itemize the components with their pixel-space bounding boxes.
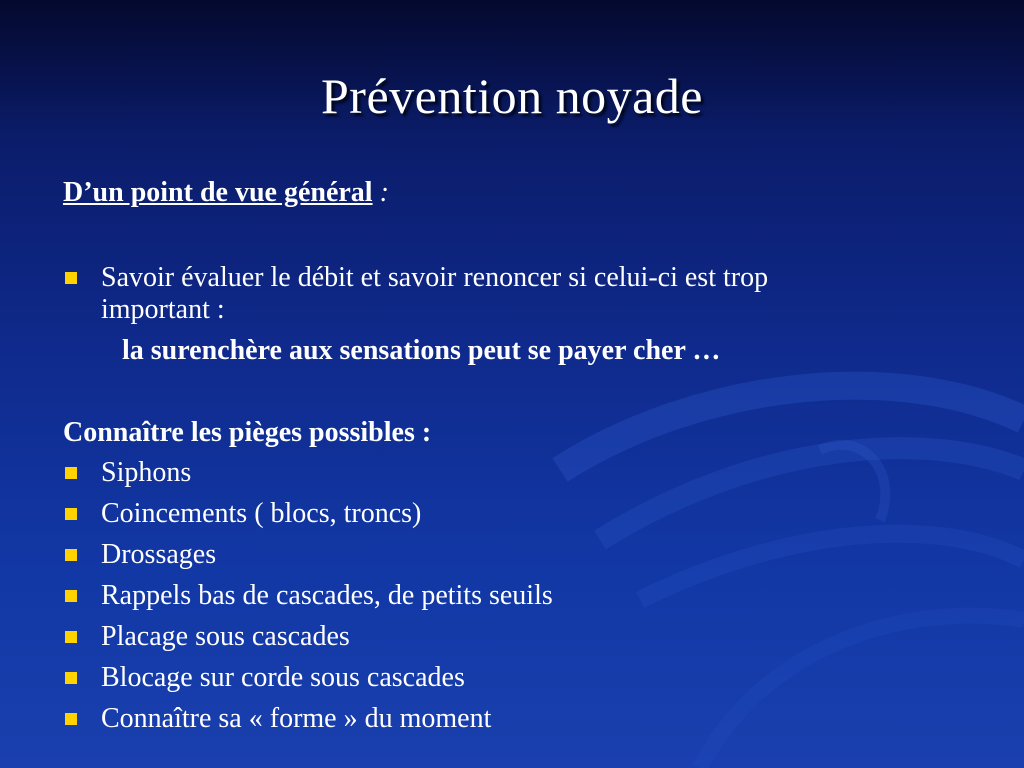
square-bullet-icon (65, 590, 77, 602)
square-bullet-icon (65, 672, 77, 684)
trap-label: Rappels bas de cascades, de petits seuils (101, 580, 553, 611)
bullet-text-line-1: Savoir évaluer le débit et savoir renoncer si celui-ci est trop (101, 262, 769, 293)
trap-label: Connaître sa « forme » du moment (101, 703, 492, 734)
square-bullet-icon (65, 549, 77, 561)
trap-label: Drossages (101, 539, 217, 570)
bullet-text-line-2: important : (101, 294, 225, 325)
square-bullet-icon (65, 467, 77, 479)
subheading-text: D’un point de vue général (63, 177, 373, 208)
subheading-colon: : (372, 177, 389, 208)
emphasis-text: la surenchère aux sensations peut se payer cher … (122, 335, 721, 366)
slide-title: Prévention noyade (320, 68, 703, 124)
section-subheading (63, 175, 389, 211)
square-bullet-icon (65, 713, 77, 725)
trap-label: Siphons (101, 457, 192, 488)
square-bullet-icon (65, 631, 77, 643)
trap-label: Coincements ( blocs, troncs) (101, 498, 422, 529)
square-bullet-icon (65, 508, 77, 520)
trap-label: Blocage sur corde sous cascades (101, 662, 465, 693)
trap-label: Placage sous cascades (101, 621, 350, 652)
square-bullet-icon (65, 272, 77, 284)
traps-heading: Connaître les pièges possibles : (63, 417, 432, 448)
